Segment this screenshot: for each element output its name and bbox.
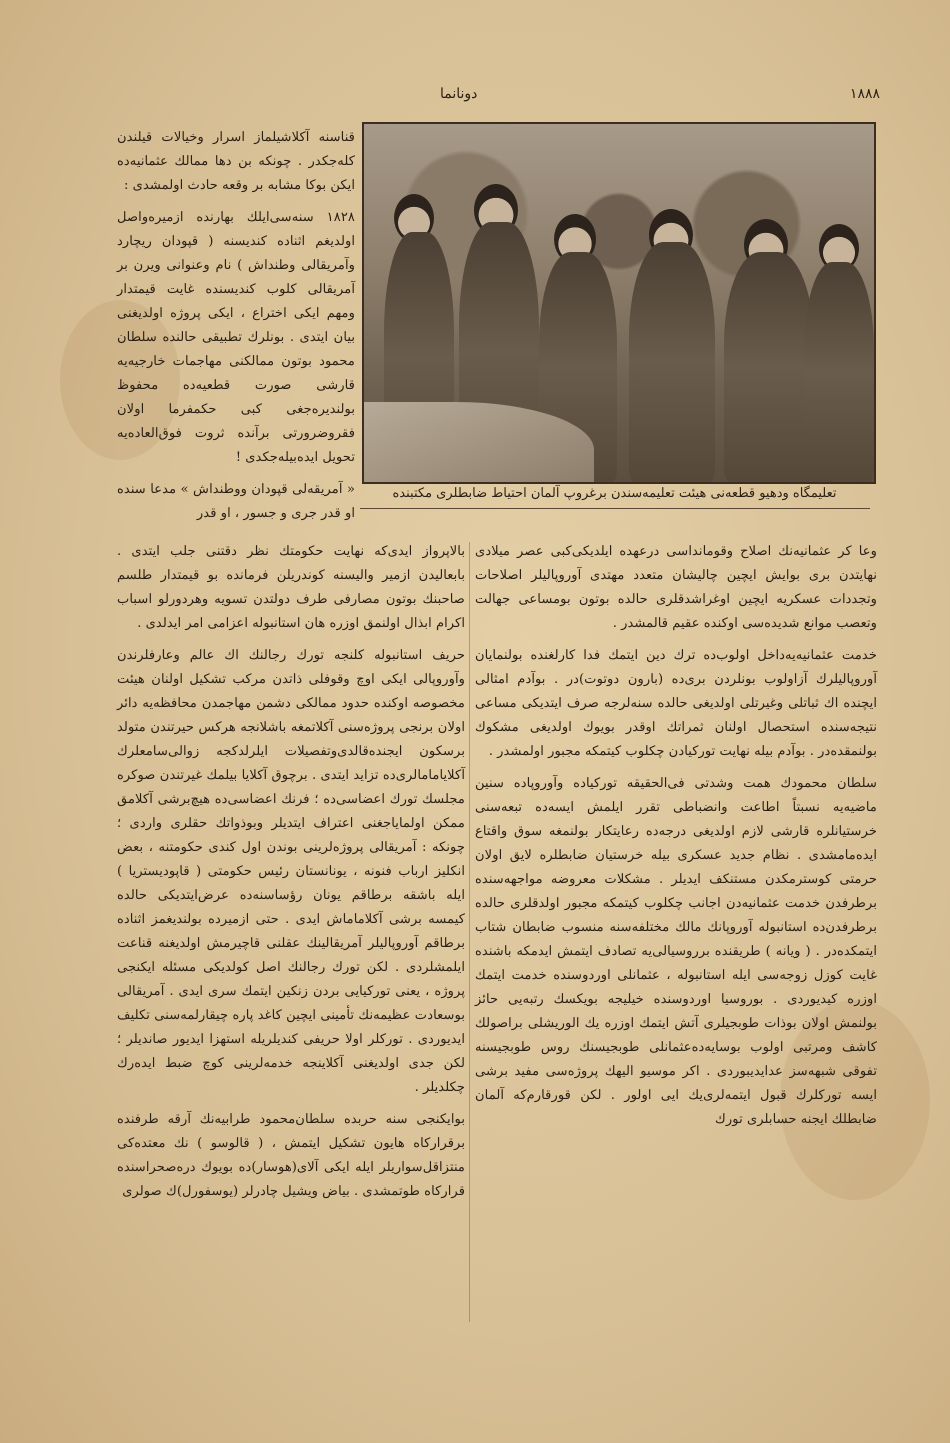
left-column [117, 540, 465, 1212]
paragraph: خدمت عثمانیه‌یه‌داخل اولوب‌ده ترك دین ایتمك فدا کارلغنده بولنمایان آوروپالیلرك آزاولوب بونلردن بری‌ده (بارون دوتوت)در . بوآدم امثالی ایچنده اك ثباتلی وغیرتلی اولدیغی حالده سنه‌لرجه صرف ایتدیکی مساعی نتیجه‌سنده استحصال اولنان ثمراتك اوقدر بویوك اولدیغی مشکوك بولنمقده‌در . بوآدم بیله نهایت تورکیادن چکلوب کیتمکه مجبور اولمشدر . [475, 648, 877, 759]
photo-figure [724, 252, 814, 482]
paragraph: « آمریقه‌لی قپودان ووطنداش » مدعا سنده او قدر جری و جسور ، او قدر [117, 482, 355, 521]
column-rule [469, 542, 470, 1322]
upper-left-column [117, 126, 355, 534]
group-photo [362, 122, 876, 484]
photo-figure [804, 262, 874, 482]
page-number: ۱۸۸۸ [849, 86, 880, 102]
photo-figure [629, 242, 715, 482]
caption-divider [360, 508, 870, 509]
paragraph: حریف استانبوله کلنجه تورك رجالنك اك عالم وعارفلرندن وآوروپالی ایکی اوچ وقوفلی ذاتدن مرکب تشکیل اولنان هیئت مخصوصه اوکنده حدود ممالکی دشمن مهاجمدن محافظه‌یه دائر اولان برنجی پروژه‌سنی آکلاتمغه باشلانجه هرکس حیرتندن متولد برسکون ایجنده‌قالدی‌وتفصیلات ایلرلدکجه زوالی‌سامعلرك آکلایامامالری‌ده تزاید ایتدی . برچوق آکلایا بیلمك غیرتندن صوکره مجلسك تورك اعضاسی‌ده ؛ فرنك اعضاسی‌ده هیچ‌برشی آکلامق ممکن اولمایاجغنی اعتراف ایتدیلر وبوذواتك حقلری واردی ؛ چونکه : آمریقالی پروژه‌لرینی بوندن اول کندی حکومتنه ، بعض انکلیز ارباب فنونه ، یونانستان رئیس حکومتی ( قاپودیستریا ) ایله باشقه برطاقم یونان رؤساسنه‌ده عرض‌ایتدیکی حالده کیمسه برشی آکلاماماش ایدی . حتی ازمیرده بولندیغمز اثناده برطاقم آوروپالیلر آمریقالینك عقلنی قاچیرمش اولدیغنه قناعت ایلمشلردی . لکن تورك رجالنك اصل کولدیکی مسئله ایکنجی پروژه ، یعنی تورکیایی بردن زنکین ایتمك سری ایدی . آمریقالی بوسعادت عظیمه‌نك تأمینی ایچین کاغد پاره چیقارلمه‌سنی تکلیف ایدیوردی . تورکلر اولا حریفی کندیلریله استهزا ایدیور صاندیلر ؛ لکن جدی اولدیغنی آکلاینجه خدمه‌لرینی کوچ ضبط ایده‌رك چکلدیلر . [117, 648, 465, 1095]
photo-caption: تعلیمگاه ودهیو قطعه‌نی هیئت تعلیمه‌سندن برغروپ آلمان احتیاط ضابطلری مکتبنده [392, 486, 837, 501]
paragraph: ۱۸۲۸ سنه‌سی‌ایلك بهارنده ازمیره‌واصل اولدیغم اثناده کندیسنه ( قپودان ریچارد وآمریقالی وطنداش ) نام وعنوانی ویرن بر آمریقالی کلوب کندیسنده غایت قیمتدار ومهم ایکی اختراع ، ایکی پروژه اولدیغنی بیان ایتدی . بونلرك تطبیقی حالنده سلطان محمود بوتون ممالکنی مهاجمات خارجیه‌یه قارشی صورت قطعیه‌ده محفوظ بولندیره‌جغی کبی حکمفرما اولان فقروضرورتی برآنده ثروت فوق‌العاده‌یه تحویل ایده‌بیله‌جکدی ! [117, 210, 355, 465]
running-title: دونانما [440, 86, 478, 102]
paragraph: قناسنه آکلاشیلماز اسرار وخیالات قیلندن کله‌جکدر . چونکه بن دها ممالك عثمانیه‌ده ایکن بوکا مشابه بر وقعه حادث اولمشدی : [117, 130, 355, 193]
paragraph: وعا کر عثمانیه‌نك اصلاح وقومانداسی درعهده ایلدیکی‌کبی عصر میلادی نهایتدن بری بوایش ایچین چالیشان متعدد مهتدی آوروپالیلر اصلاحات وتجددات عسکریه ایچین اوغراشدقلری حالده بوتون بومساعی جهالت وتعصب موانع شدیده‌سی اوکنده عقیم قالمشدر . [475, 544, 877, 631]
page-header [120, 86, 880, 116]
paragraph: سلطان محمودك همت وشدتی فی‌الحقیقه تورکیاده وآوروپاده سنین ماضیه‌یه نسبتاً اطاعت وانضباطی تقرر ایلمش ایسه‌ده تبعه‌سنی خرستیانلره قارشی لازم اولدیغی درجه‌ده رعایتکار بولنمغه سوق واقتاع ایده‌مامشدی . نظام جدید عسکری بیله خرستیان ضابطلره لایق اولان حرمتی کوسترمکدن مستنکف ایدیلر . مشکلات معروضه مواجهه‌سنده برطرفدن خدمت عثمانیه‌دن اجانب چکلوب کیتمکه مجبور اولدقلری حالده برطرفدن‌ده استانبوله آوروپانك مالك مختلفه‌سنه منسوب ضابطان شتاب ایتمکده‌در . ( ویانه ) طریقنده برروسیالی‌یه تصادف ایتمش ایدمکه باشنده غایت کوزل زوجه‌سی ایله استانبوله ، عثمانلی اوردوسنده خدمت ایتمك اوزره کیدیوردی . بوروسیا اوردوسنده خیلیجه بویکسك رتبه‌یی حائز بولنمش اولان بوذات طوبجیلری آتش ایتمك اوزره یك الوریشلی براصولك کاشف ومرتبی اولوب بوسایه‌ده‌عثمانلی طوبجیسنك روس طوبجیسنه تفوقی شبهه‌سز عداید‌یبوردی . اکر موسیو الیهك پروژه‌سی مفید برشی ایسه تورکلرك قبول ایتمه‌لری‌یك ایی اولور . لکن قورقارم‌که آلمان ضابطلك ایجنه حسابلری تورك [475, 776, 877, 1127]
paragraph: بالاپرواز ایدی‌که نهایت حکومتك نظر دقتنی جلب ایتدی . بابعالیدن ازمیر والیسنه کوندریلن فرمانده بو قیمتدار طلسم صاحبنك بوتون مصارفی طرف دولتدن تسویه وهردورلو اسباب اکرام ابذال اولنمق اوزره هان استانبوله اعزامی امر ایدلدی . [117, 544, 465, 631]
right-column [475, 540, 877, 1140]
paragraph: بوایکنجی سنه حربده سلطان‌محمود طرابیه‌نك آرقه طرفنده برقرارکاه هایون تشکیل ایتمش ، ( قالوسو ) نك معتده‌کی منتزاقل‌سواریلر ایله ایکی آلای(هوسار)ده بویوك دره‌صحراسنده قرارکاه طوتمشدی . بیاض ویشیل چادرلر (یوسفورل)ك صولری [117, 1112, 465, 1199]
